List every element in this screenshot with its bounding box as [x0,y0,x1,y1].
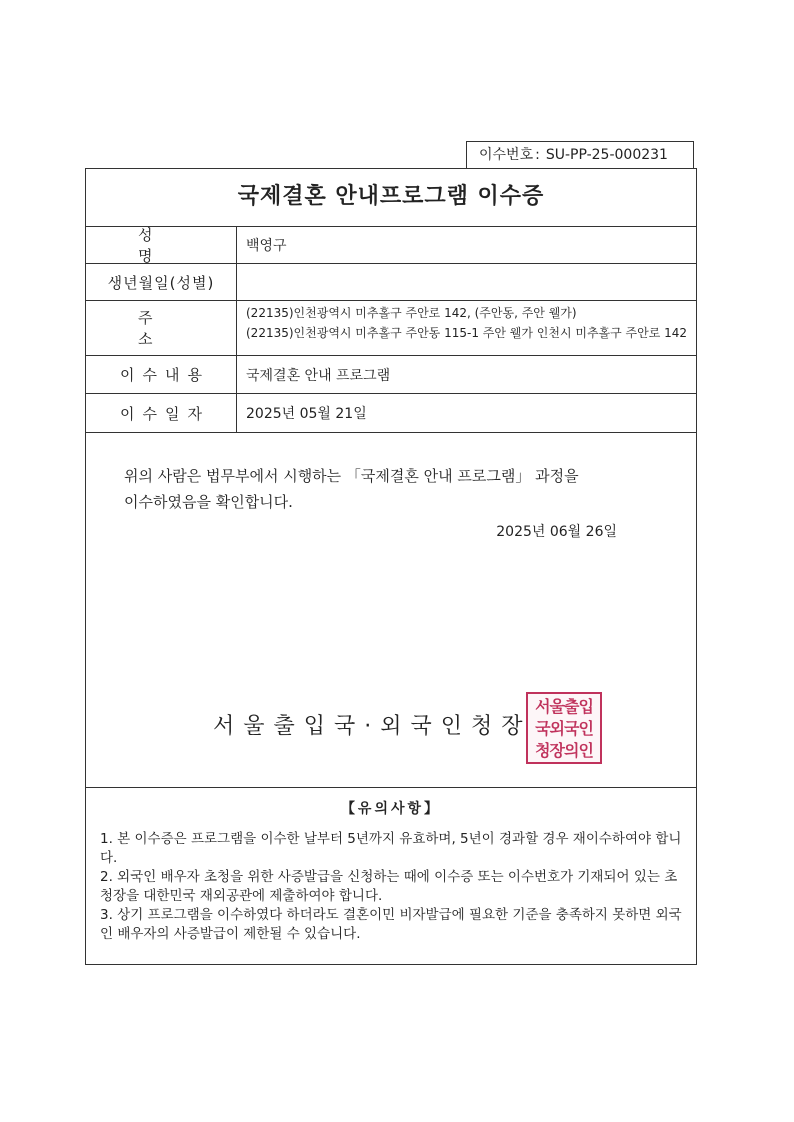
row-course [86,356,696,394]
row-birth [86,264,696,301]
birth-value [237,264,696,300]
notice-item-3: 3. 상기 프로그램을 이수하였다 하더라도 결혼이민 비자발급에 필요한 기준을 충족하지 못하면 외국인 배우자의 사증발급이 제한될 수 있습니다. [100,907,682,942]
confirmation-text [124,463,664,515]
confirmation-line-2: 이수하였음을 확인합니다. [124,493,293,511]
certificate-number: 이수번호 : SU-PP-25-000231 [466,141,694,169]
row-address [86,301,696,356]
notice-item-2: 2. 외국인 배우자 초청을 위한 사증발급을 신청하는 때에 이수증 또는 이수번호가 기재되어 있는 초청장을 대한민국 재외공관에 제출하여야 합니다. [100,869,678,904]
seal-line-1: 서울출입 [535,697,593,716]
date-value: 2025년 05월 21일 [246,406,367,422]
course-label: 이수내용 [86,356,237,393]
certificate-frame [85,168,697,965]
course-value: 국제결혼 안내 프로그램 [246,367,391,384]
birth-label: 생년월일(성별) [86,264,237,300]
confirmation-line-1: 위의 사람은 법무부에서 시행하는 「국제결혼 안내 프로그램」 과정을 [124,467,579,485]
certificate-number-label: 이수번호 [479,147,534,163]
address-line-2: (22135)인천광역시 미추홀구 주안동 115-1 주안 웰가 인천시 미추홀구 주안로 142 [246,326,688,340]
notice-section [86,787,696,964]
date-label: 이수일자 [86,394,237,432]
issue-date: 2025년 06월 26일 [496,524,617,540]
address-value [237,301,696,355]
issuer-name: 서울출입국·외국인청장 [213,714,532,739]
row-date [86,394,696,433]
row-name [86,227,696,264]
certificate-title: 국제결혼 안내프로그램 이수증 [86,169,696,227]
name-label: 성 명 [86,227,237,263]
official-seal-stamp [526,692,602,764]
notice-list [100,830,686,944]
notice-title: 【유의사항】 [340,801,442,817]
seal-line-3: 청장의인 [535,741,593,760]
seal-line-2: 국외국인 [535,719,593,738]
name-value: 백영구 [246,238,287,254]
address-line-1: (22135)인천광역시 미추홀구 주안로 142, (주안동, 주안 웰가) [246,306,577,320]
address-label: 주 소 [86,301,237,355]
notice-item-1: 1. 본 이수증은 프로그램을 이수한 날부터 5년까지 유효하며, 5년이 경과할 경우 재이수하여야 합니다. [100,831,682,866]
certificate-number-value: SU-PP-25-000231 [545,147,668,163]
